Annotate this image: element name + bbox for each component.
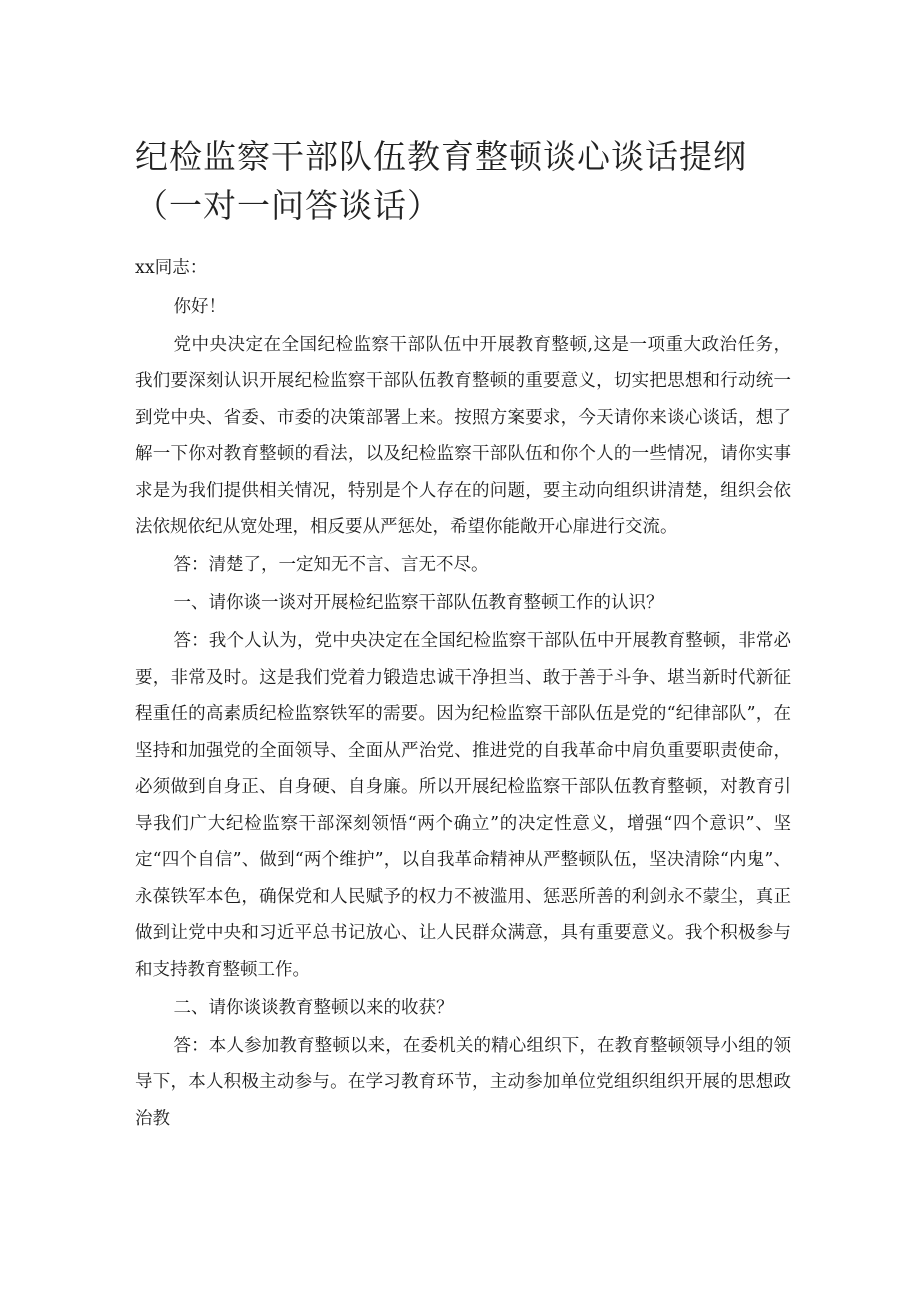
paragraph-answer-intro: 答：清楚了，一定知无不言、言无不尽。: [173, 555, 489, 575]
salutation: xx同志：: [135, 258, 208, 278]
answer-2: 答：本人参加教育整顿以来，在委机关的精心组织下，在教育整顿领导小组的领导下，本人积极主动参与。在学习教育环节，主动参加单位党组织组织开展的思想政治教: [135, 1035, 791, 1129]
paragraph-greeting: 你好！: [173, 296, 226, 317]
question-2: 二、请你谈谈教育整顿以来的收获？: [173, 997, 454, 1018]
answer-1: 答：我个人认为，党中央决定在全国纪检监察干部队伍中开展教育整顿，非常必要，非常及时。这是我们党着力锻造忠诚干净担当、敢于善于斗争、堪当新时代新征程重任的高素质纪检监察铁军的需要。因为纪检监察干部队伍是党的“纪律部队”，在坚持和加强党的全面领导、全面从严治党、推进党的自我革命中肩负重要职责使命，必须做到自身正、自身硬、自身廉。所以开展纪检监察干部队伍教育整顿，对教育引导我们广大纪检监察干部深刻领悟“两个确立”的决定性意义，增强“四个意识”、坚定“四个自信”、做到“两个维护”，以自我革命精神从严整顿队伍，坚决清除“内鬼”、永葆铁军本色，确保党和人民赋予的权力不被滥用、惩恶所善的利剑永不蒙尘，真正做到让党中央和习近平总书记放心、让人民群众满意，具有重要意义。我个积极参与和支持教育整顿工作。: [135, 631, 791, 980]
paragraph-intro: 党中央决定在全国纪检监察干部队伍中开展教育整顿,这是一项重大政治任务，我们要深刻认识开展纪检监察干部队伍教育整顿的重要意义，切实把思想和行动统一到党中央、省委、市委的决策部署上来。按照方案要求，今天请你来谈心谈话，想了解一下你对教育整顿的看法，以及纪检监察干部队伍和你个人的一些情况，请你实事求是为我们提供相关情况，特别是个人存在的问题，要主动向组织讲清楚，组织会依法依规依纪从宽处理，相反要从严惩处，希望你能敞开心扉进行交流。: [135, 334, 791, 537]
document-title: 纪检监察干部队伍教育整顿谈心谈话提纲（一对一问答谈话）: [135, 137, 747, 225]
question-1: 一、请你谈一谈对开展检纪监察干部队伍教育整顿工作的认识？: [173, 593, 664, 613]
document-body: [135, 250, 791, 1137]
